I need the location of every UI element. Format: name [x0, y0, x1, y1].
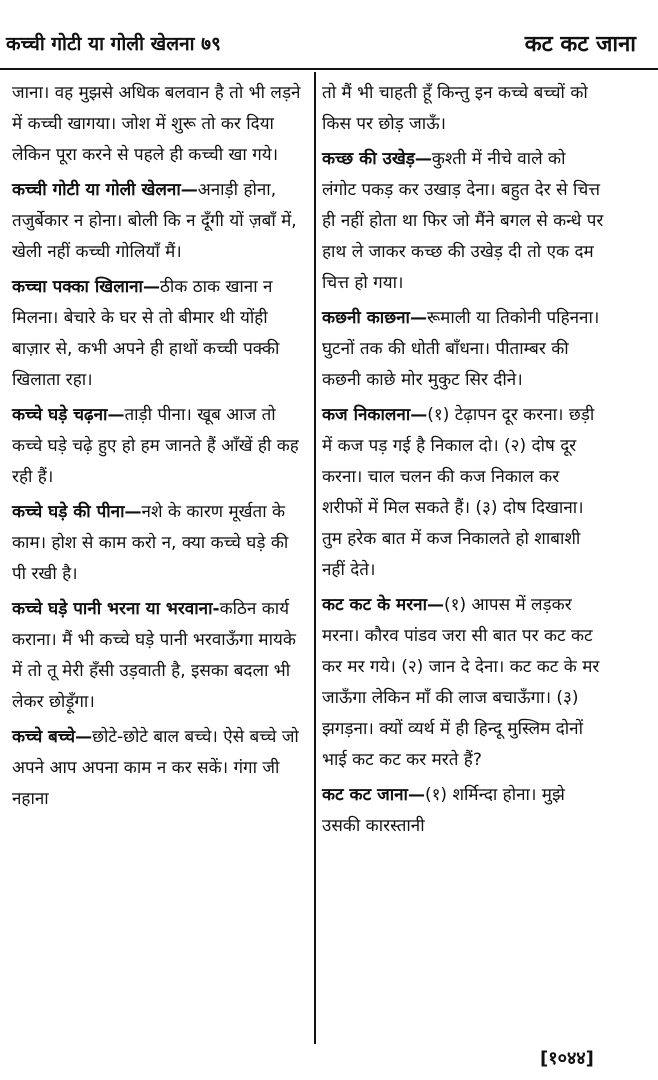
entry-text: कठिन कार्य कराना। मैं भी कच्चे घड़े पानी भरवाऊँगा मायके में तो तू मेरी हँसी उड़वाती है, इसका बदला भी लेकर छोड़ूँगा। [12, 599, 296, 712]
entry [322, 303, 604, 396]
entry-headword: कच्चे बच्चे— [12, 727, 93, 747]
entry-headword: कट कट जाना— [322, 785, 425, 805]
entry-headword: कट कट के मरना— [322, 595, 445, 615]
entry-text: जाना। वह मुझसे अधिक बलवान है तो भी लड़ने में कच्ची खागया। जोश में शुरू तो कर दिया लेकिन पूरा करने से पहले ही कच्ची खा गये। [12, 83, 301, 165]
entry-headword: कछनी काछना— [322, 308, 427, 328]
entry-headword: कच्चे घड़े चढ़ना— [12, 405, 125, 425]
entry-text: छोटे-छोटे बाल बच्चे। ऐसे बच्चे जो अपने आप अपना काम न कर सकें। गंगा जी नहाना [12, 727, 299, 809]
entry [12, 497, 304, 590]
entry-text: (१) शर्मिन्दा होना। मुझे उसकी कारस्तानी [322, 785, 565, 836]
entry-headword: कच्चे घड़े की पीना— [12, 502, 142, 522]
entry-text: कुश्ती में नीचे वाले को लंगोट पकड़ कर उखाड़ देना। बहुत देर से चित्त ही नहीं होता था फिर जो मैंने बगल से कन्धे पर हाथ ले जाकर कच्छ की उखेड़ दी तो एक दम चित्त हो गया। [322, 149, 604, 293]
entry [12, 400, 304, 493]
entry-text: ठीक ठाक खाना न मिलना। बेचारे के घर से तो बीमार थी योंही बाज़ार से, कभी अपने ही हाथों कच्ची पक्की खिलाता रहा। [12, 277, 280, 390]
header-right-guideword: कट कट जाना [524, 32, 636, 57]
entry [12, 594, 304, 718]
entry-text: तो मैं भी चाहती हूँ किन्तु इन कच्चे बच्चों को किस पर छोड़ जाऊँ। [322, 83, 588, 134]
header-left-guideword: कच्ची गोटी या गोली खेलना ७९ [6, 33, 221, 55]
entry [12, 272, 304, 396]
column-divider [314, 72, 316, 1044]
right-column [322, 78, 604, 846]
page-header [0, 0, 658, 70]
page-number: [१०४४] [540, 1048, 594, 1069]
entry [322, 144, 604, 299]
entry-headword: कच्चा पक्का खिलाना— [12, 277, 160, 297]
entry-headword: कच्ची गोटी या गोली खेलना— [12, 180, 198, 200]
entry [322, 590, 604, 776]
entry [12, 175, 304, 268]
entry-headword: कच्छ की उखेड़— [322, 149, 432, 169]
entry-text: (१) टेढ़ापन दूर करना। छड़ी में कज पड़ गई है निकाल दो। (२) दोष दूर करना। चाल चलन की कज निकाल कर शरीफों में मिल सकते हैं। (३) दोष दिखाना। तुम हरेक बात में कज निकालते हो शाबाशी नहीं देते। [322, 405, 595, 580]
left-column [12, 78, 304, 819]
entry-text: (१) आपस में लड़कर मरना। कौरव पांडव जरा सी बात पर कट कट कर मर गये। (२) जान दे देना। कट कट के मर जाऊँगा लेकिन माँ की लाज बचाऊँगा। (३) झगड़ना। क्यों व्यर्थ में ही हिन्दू मुस्लिम दोनों भाई कट कट कर मरते हैं? [322, 595, 600, 770]
entry [322, 400, 604, 586]
entry [322, 78, 604, 140]
entry-headword: कच्चे घड़े पानी भरना या भरवाना- [12, 599, 220, 619]
entry [322, 780, 604, 842]
entry-text: ताड़ी पीना। खूब आज तो कच्चे घड़े चढ़े हुए हो हम जानते हैं आँखें ही कह रही हैं। [12, 405, 299, 487]
entry-headword: कज निकालना— [322, 405, 428, 425]
entry-text: अनाड़ी होना, तजुर्बेकार न होना। बोली कि न दूँगी यों ज़बाँ में, खेली नहीं कच्ची गोलियाँ मैं। [12, 180, 297, 262]
two-column-body [0, 72, 658, 1047]
entry [12, 722, 304, 815]
entry [12, 78, 304, 171]
entry-text: नशे के कारण मूर्खता के काम। होश से काम करो न, क्या कच्चे घड़े की पी रखी है। [12, 502, 289, 584]
entry-text: रूमाली या तिकोनी पहिनना। घुटनों तक की धोती बाँधना। पीताम्बर की कछनी काछे मोर मुकुट सिर दीने। [322, 308, 600, 390]
